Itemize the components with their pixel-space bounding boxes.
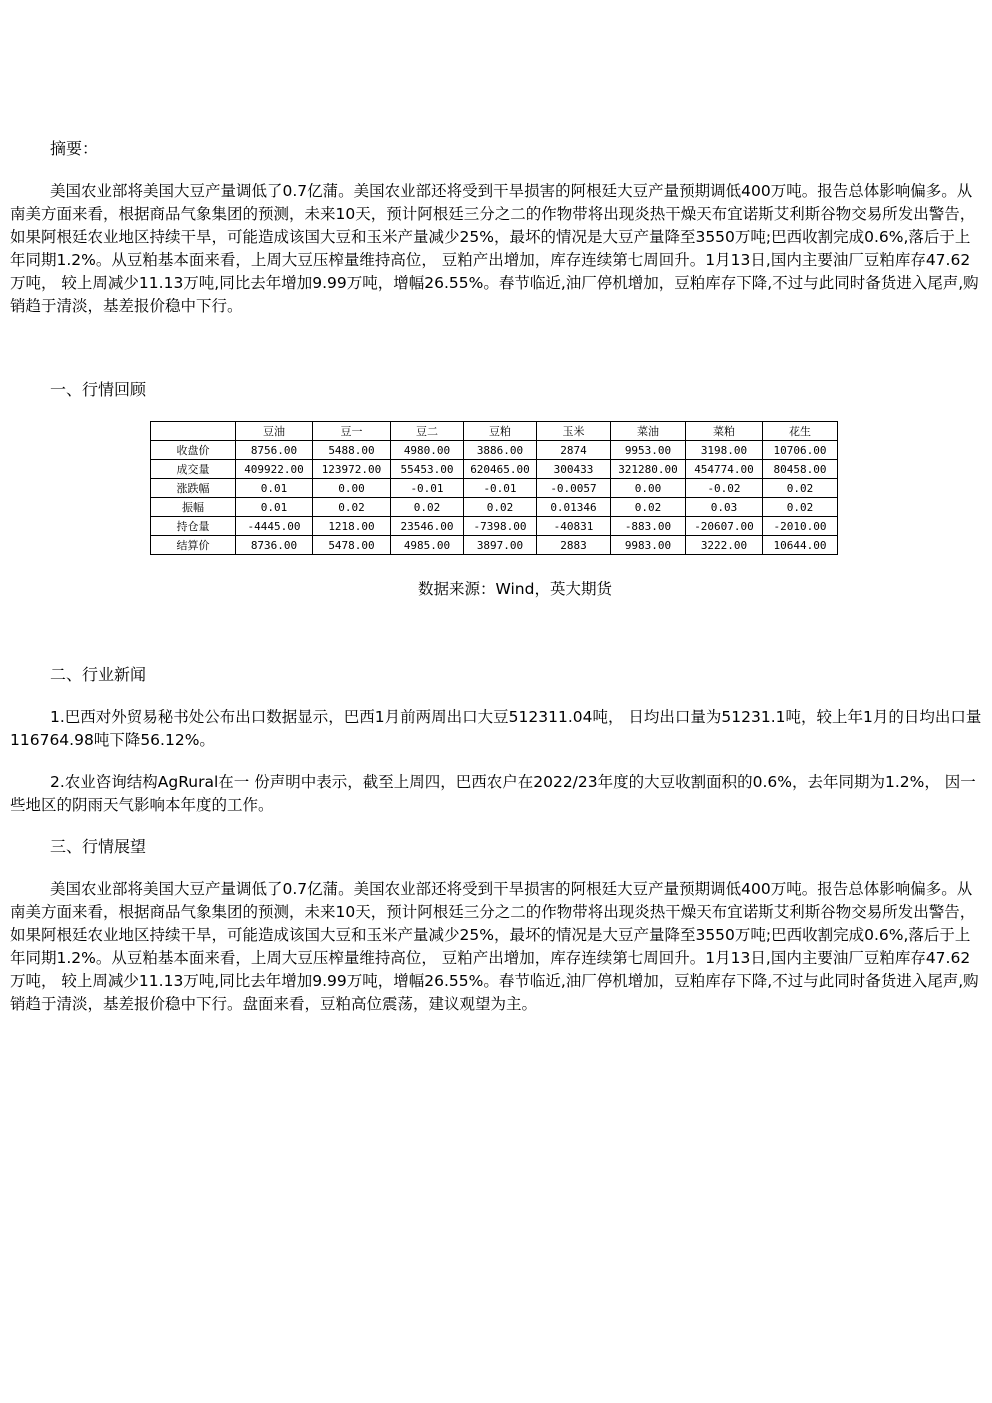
table-cell: 0.02 [763, 479, 838, 498]
table-cell: 0.02 [391, 498, 464, 517]
table-cell: 3897.00 [464, 536, 537, 555]
column-header: 玉米 [537, 422, 611, 441]
row-label: 持仓量 [151, 517, 236, 536]
table-cell: 9953.00 [611, 441, 686, 460]
outlook-text: 美国农业部将美国大豆产量调低了0.7亿蒲。美国农业部还将受到干旱损害的阿根廷大豆产量预期调低400万吨。报告总体影响偏多。从南美方面来看，根据商品气象集团的预测，未来10天，预计阿根廷三分之二的作物带将出现炎热干燥天布宜诺斯艾利斯谷物交易所发出警告，如果阿根廷农业地区持续干旱，可能造成该国大豆和玉米产量减少25%，最坏的情况是大豆产量降至3550万吨;巴西收割完成0.6%,落后于上年同期1.2%。从豆粕基本面来看，上周大豆压榨量维持高位， 豆粕产出增加，库存连续第七周回升。1月13日,国内主要油厂豆粕库存47.62万吨， 较上周减少11.13万吨,同比去年增加9.99万吨，增幅26.55%。春节临近,油厂停机增加，豆粕库存下降,不过与此同时备货进入尾声,购销趋于清淡，基差报价稳中下行。盘面来看，豆粕高位震荡，建议观望为主。 [10, 880, 979, 1013]
table-cell: 0.02 [611, 498, 686, 517]
table-row [151, 498, 838, 517]
table-cell: 0.02 [313, 498, 391, 517]
table-cell: -0.01 [464, 479, 537, 498]
news-item-1: 1.巴西对外贸易秘书处公布出口数据显示，巴西1月前两周出口大豆512311.04吨， 日均出口量为51231.1吨，较上年1月的日均出口量116764.98吨下降56.12%。 [10, 708, 982, 749]
news-heading: 二、行业新闻 [50, 665, 147, 684]
table-cell: 0.03 [686, 498, 763, 517]
table-cell: -0.01 [391, 479, 464, 498]
table-cell: 8736.00 [236, 536, 313, 555]
table-cell: 8756.00 [236, 441, 313, 460]
table-cell: 4980.00 [391, 441, 464, 460]
row-label: 振幅 [151, 498, 236, 517]
outlook-heading: 三、行情展望 [50, 837, 147, 856]
table-row [151, 517, 838, 536]
table-cell: 10706.00 [763, 441, 838, 460]
table-cell: -2010.00 [763, 517, 838, 536]
table-cell: 5478.00 [313, 536, 391, 555]
table-cell: 0.01 [236, 479, 313, 498]
table-cell: 5488.00 [313, 441, 391, 460]
table-cell: 9983.00 [611, 536, 686, 555]
market-table [150, 421, 838, 555]
summary-heading: 摘要： [50, 139, 99, 158]
table-cell: 0.02 [464, 498, 537, 517]
table-cell: 3886.00 [464, 441, 537, 460]
column-header: 豆一 [313, 422, 391, 441]
table-cell: -7398.00 [464, 517, 537, 536]
table-cell: 0.01 [236, 498, 313, 517]
table-cell: 2883 [537, 536, 611, 555]
column-header: 花生 [763, 422, 838, 441]
table-cell: 454774.00 [686, 460, 763, 479]
table-cell: -883.00 [611, 517, 686, 536]
table-cell: 0.00 [611, 479, 686, 498]
table-row [151, 441, 838, 460]
table-cell: -20607.00 [686, 517, 763, 536]
table-cell: 55453.00 [391, 460, 464, 479]
table-cell: 80458.00 [763, 460, 838, 479]
table-cell: -0.0057 [537, 479, 611, 498]
table-row [151, 536, 838, 555]
table-cell: 300433 [537, 460, 611, 479]
news-item-2: 2.农业咨询结构AgRural在一 份声明中表示，截至上周四，巴西农户在2022/23年度的大豆收割面积的0.6%，去年同期为1.2%， 因一些地区的阴雨天气影响本年度的工作。 [10, 773, 976, 814]
table-cell: 1218.00 [313, 517, 391, 536]
table-row [151, 479, 838, 498]
table-cell: 409922.00 [236, 460, 313, 479]
table-cell: -4445.00 [236, 517, 313, 536]
table-cell: -40831 [537, 517, 611, 536]
column-header: 菜油 [611, 422, 686, 441]
row-label: 成交量 [151, 460, 236, 479]
summary-text: 美国农业部将美国大豆产量调低了0.7亿蒲。美国农业部还将受到干旱损害的阿根廷大豆产量预期调低400万吨。报告总体影响偏多。从南美方面来看，根据商品气象集团的预测，未来10天，预计阿根廷三分之二的作物带将出现炎热干燥天布宜诺斯艾利斯谷物交易所发出警告，如果阿根廷农业地区持续干旱，可能造成该国大豆和玉米产量减少25%，最坏的情况是大豆产量降至3550万吨;巴西收割完成0.6%,落后于上年同期1.2%。从豆粕基本面来看，上周大豆压榨量维持高位， 豆粕产出增加，库存连续第七周回升。1月13日,国内主要油厂豆粕库存47.62万吨， 较上周减少11.13万吨,同比去年增加9.99万吨，增幅26.55%。春节临近,油厂停机增加，豆粕库存下降,不过与此同时备货进入尾声,购销趋于清淡，基差报价稳中下行。 [10, 182, 979, 315]
table-cell: 3222.00 [686, 536, 763, 555]
column-header: 豆油 [236, 422, 313, 441]
table-header-row [151, 422, 838, 441]
table-cell: -0.02 [686, 479, 763, 498]
table-cell: 123972.00 [313, 460, 391, 479]
table-cell: 23546.00 [391, 517, 464, 536]
table-cell: 2874 [537, 441, 611, 460]
review-heading: 一、行情回顾 [50, 380, 147, 399]
row-label: 结算价 [151, 536, 236, 555]
data-source-caption: 数据来源：Wind，英大期货 [418, 580, 612, 598]
table-cell: 3198.00 [686, 441, 763, 460]
column-header: 豆粕 [464, 422, 537, 441]
column-header: 菜粕 [686, 422, 763, 441]
table-cell: 10644.00 [763, 536, 838, 555]
column-header [151, 422, 236, 441]
table-cell: 321280.00 [611, 460, 686, 479]
column-header: 豆二 [391, 422, 464, 441]
table-cell: 0.00 [313, 479, 391, 498]
row-label: 收盘价 [151, 441, 236, 460]
table-cell: 0.01346 [537, 498, 611, 517]
table-row [151, 460, 838, 479]
table-cell: 620465.00 [464, 460, 537, 479]
row-label: 涨跌幅 [151, 479, 236, 498]
table-cell: 4985.00 [391, 536, 464, 555]
table-cell: 0.02 [763, 498, 838, 517]
